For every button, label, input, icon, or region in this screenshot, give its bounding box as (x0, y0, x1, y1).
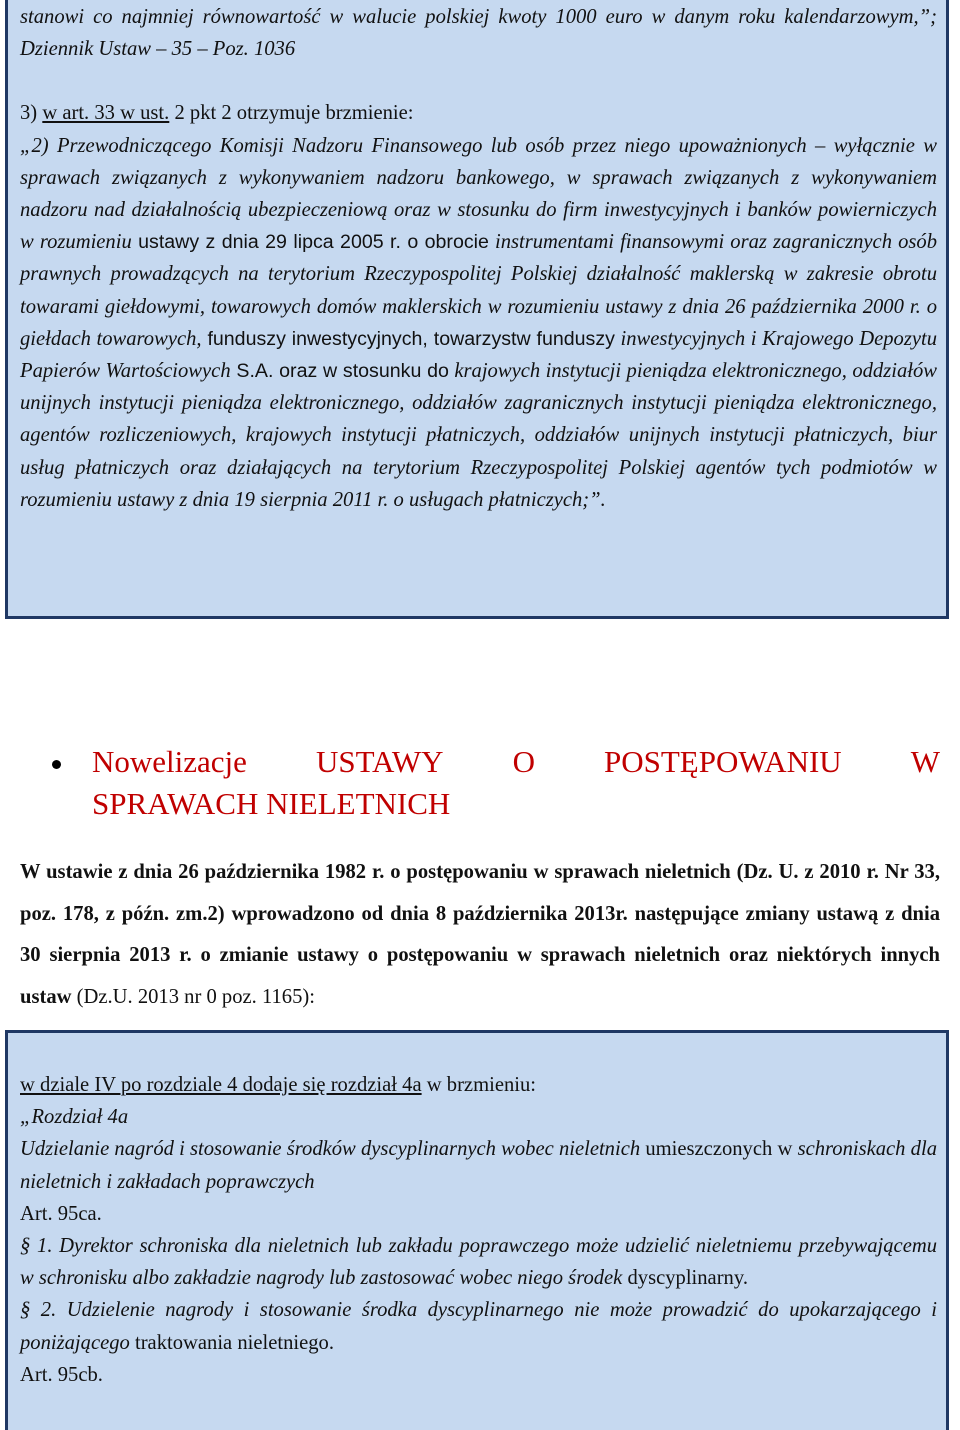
intro-bold-text: W ustawie z dnia 26 października 1982 r. o postępowaniu w sprawach nieletnich (Dz. U. z 2010 r. Nr 33, poz. 178, z późn. zm.2) wprowadzono od dnia 8 października 2013r. następujące zmiany ustawą z dnia 30 sierpnia 2013 r. o zmianie ustawy o postępowaniu w sprawach nieletnich oraz niektórych innych ustaw (20, 861, 940, 1009)
chapter-title-part-b: umieszczonych w (640, 1138, 793, 1161)
chapter-title (20, 1133, 937, 1197)
intro-paragraph (20, 852, 940, 1019)
bullet-icon (52, 760, 61, 769)
paragraph-2-text: 2 pkt 2 otrzymuje brzmienie: (169, 102, 414, 125)
paragraph-1: stanowi co najmniej równowartość w walucie polskiej kwoty 1000 euro w danym roku kalendarzowym,”; Dziennik Ustaw – 35 – Poz. 1036 (20, 6, 937, 61)
article-link[interactable]: w art. 33 w ust. (42, 102, 170, 125)
intro-citation: (Dz.U. 2013 nr 0 poz. 1165): (71, 986, 315, 1009)
paragraph-3-part-g: krajowych instytucji pieniądza elektronicznego, oddziałów unijnych instytucji pieniądza elektronicznego, oddziałów zagranicznych instytucji pieniądza elektronicznego, agentów rozliczeniowych, krajowych instytucji płatniczych, oddziałów unijnych instytucji płatniczych, biur usług płatniczych oraz działających na terytorium Rzeczypospolitej Polskiej agentów tych podmiotów w rozumieniu ustawy z dnia 19 sierpnia 2011 r. o usługach płatniczych;”. (20, 360, 937, 511)
section-2-end: traktowania nieletniego. (129, 1331, 334, 1354)
paragraph-3 (20, 130, 937, 516)
paragraph-2 (20, 97, 937, 129)
item-number: 3) (20, 102, 38, 125)
article-label-2: Art. 95cb. (20, 1363, 103, 1386)
section-paragraph-2 (20, 1294, 937, 1358)
heading-word: W (910, 744, 940, 779)
heading-word: O (512, 744, 535, 779)
section-paragraph-1 (20, 1230, 937, 1294)
paragraph-3-part-f: S.A. oraz w stosunku do (230, 360, 449, 383)
amendment-line (20, 1069, 937, 1101)
quoted-text-box-1 (5, 0, 949, 619)
paragraph-3-part-b: ustawy z dnia 29 lipca 2005 r. o obrocie (131, 231, 489, 254)
section-1-text: § 1. Dyrektor schroniska dla nieletnich lub zakładu poprawczego może udzielić nieletniemu przebywającemu w schronisku albo zakładzie nagrody lub zastosować wobec niego środek (20, 1235, 937, 1290)
heading-word: POSTĘPOWANIU (604, 744, 842, 779)
amendment-line-text: w brzmieniu: (421, 1074, 536, 1096)
article-label-1: Art. 95ca. (20, 1202, 102, 1225)
chapter-title-part-a: Udzielanie nagród i stosowanie środków dyscyplinarnych wobec nieletnich (20, 1138, 641, 1161)
paragraph-3-part-c: instrumentami finansowymi oraz zagranicznych osób prawnych prowadzących na terytorium Rzeczypospolitej Polskiej działalność maklerską w zakresie obrotu towarami giełdowymi, towarowych domów maklerskich w rozumieniu ustawy z dnia 26 października 2000 r. o giełdach towarowych, (20, 231, 938, 350)
section-2-text: § 2. Udzielenie nagrody i stosowanie środka dyscyplinarnego nie może prowadzić do upokarzającego i poniżającego (20, 1299, 937, 1354)
heading-line-1 (56, 741, 940, 783)
paragraph-3-part-e: inwestycyjnych i Krajowego Depozytu Papierów Wartościowych (20, 327, 937, 383)
quoted-text-box-2 (5, 1030, 949, 1430)
heading-word: USTAWY (315, 744, 444, 779)
amendment-link[interactable]: w dziale IV po rozdziale 4 dodaje się rozdział 4a (20, 1074, 422, 1096)
chapter-label: „Rozdział 4a (20, 1106, 129, 1129)
section-heading (56, 741, 940, 825)
paragraph-3-part-a: „2) Przewodniczącego Komisji Nadzoru Finansowego lub osób przez niego upoważnionych – wyłącznie w sprawach związanych z wykonywaniem nadzoru bankowego, w sprawach związanych z wykonywaniem nadzoru nad działalnością ubezpieczeniową oraz w stosunku do firm inwestycyjnych i banków powierniczych w rozumieniu (20, 134, 937, 254)
heading-line-2: SPRAWACH NIELETNICH (92, 786, 451, 821)
chapter-title-part-c: schroniskach dla nieletnich i zakładach poprawczych (20, 1138, 937, 1193)
paragraph-3-part-d: funduszy inwestycyjnych, towarzystw funduszy (201, 327, 615, 350)
section-1-end: dyscyplinarny. (622, 1267, 748, 1290)
heading-word: Nowelizacje (92, 744, 247, 779)
